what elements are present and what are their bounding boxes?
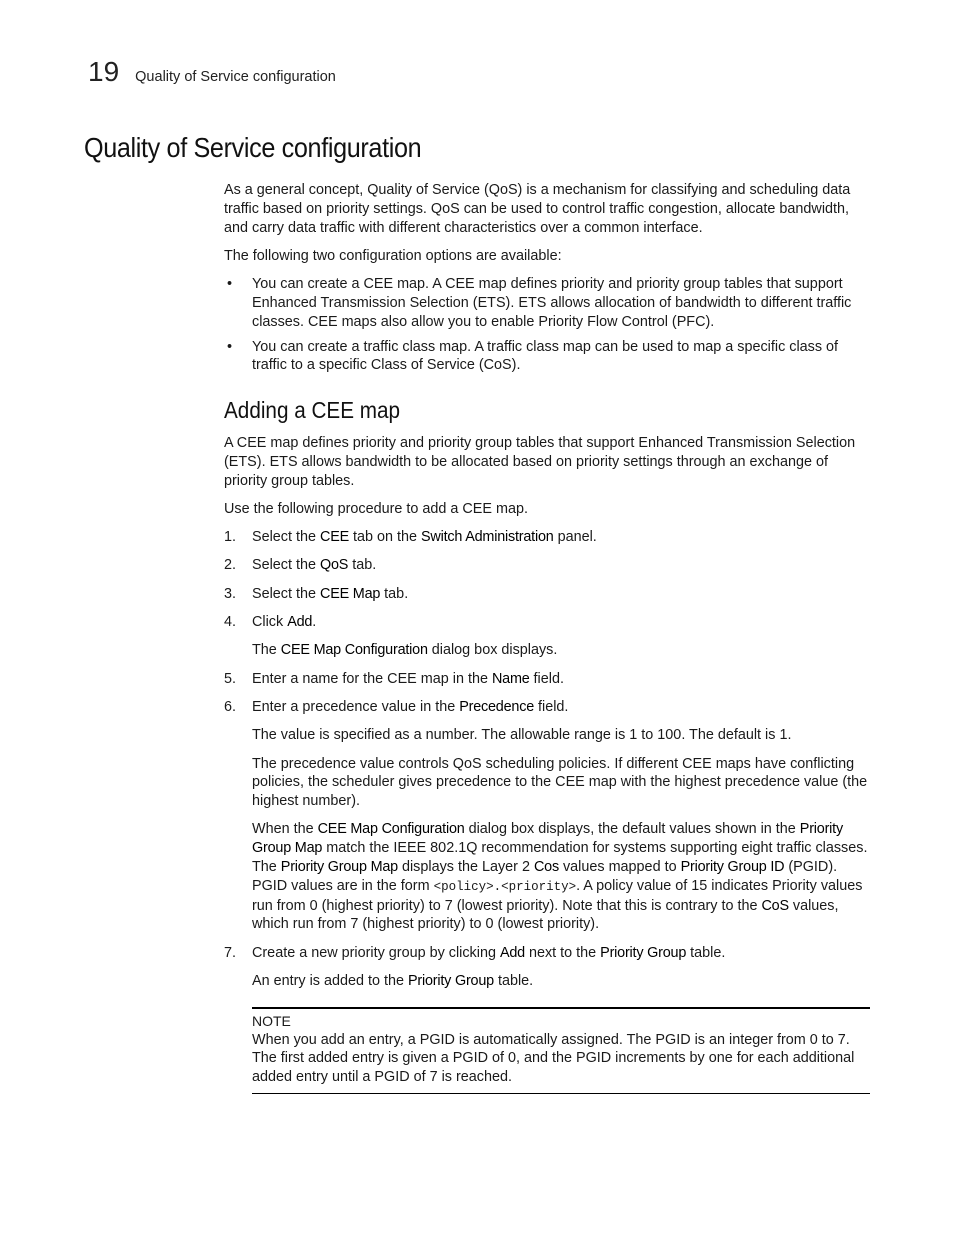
step-7-result: An entry is added to the Priority Group table. — [252, 973, 534, 989]
note-label: NOTE — [252, 1012, 291, 1029]
section-heading: Adding a CEE map — [224, 397, 401, 424]
step-5: 5. Enter a name for the CEE map in the Name field. — [224, 670, 564, 687]
step-6: 6. Enter a precedence value in the Precedence field. — [224, 698, 569, 715]
ui-term: CoS — [761, 897, 789, 914]
ui-term: CEE Map Configuration — [280, 642, 428, 659]
ui-term: Priority Group ID — [680, 859, 785, 876]
running-title: Quality of Service configuration — [135, 69, 336, 85]
options-intro: The following two configuration options are available: — [224, 247, 562, 264]
ui-term: Cos — [533, 859, 559, 876]
list-item: • You can create a CEE map. A CEE map defines priority and priority group tables that support Enhanced Transmission Selection (ETS). ETS allows allocation of bandwidth to different traffic classes. CEE maps also allow you to enable Priority Flow Control (PFC). — [227, 276, 852, 330]
ui-term: Add — [287, 614, 313, 631]
ui-term: Priority Group — [408, 973, 494, 989]
step-4: 4. Click Add. — [224, 614, 317, 631]
procedure-intro: Use the following procedure to add a CEE map. — [224, 500, 528, 517]
section-paragraph: A CEE map defines priority and priority group tables that support Enhanced Transmission Selection (ETS). ETS allows bandwidth to be allocated based on priority settings through an exchange of priority group tables. — [224, 434, 856, 489]
intro-paragraph: As a general concept, Quality of Service (QoS) is a mechanism for classifying and scheduling data traffic based on priority settings. QoS can be used to control traffic congestion, allocate bandwidth, and carry data traffic with different characteristics over a common interface. — [224, 182, 851, 236]
ui-term: CEE — [320, 529, 349, 546]
bullet-icon: • — [227, 276, 233, 293]
chapter-number: 19 — [88, 56, 120, 87]
ui-term: Priority Group — [600, 944, 687, 961]
ui-term: QoS — [320, 557, 349, 574]
ui-term: CEE Map — [320, 585, 381, 602]
ui-term: Precedence — [459, 698, 535, 715]
ui-term: Priority Group Map — [280, 859, 398, 876]
page-header — [88, 56, 336, 88]
ui-term: Name — [491, 670, 530, 687]
step-6-detail: The value is specified as a number. The allowable range is 1 to 100. The default is 1. — [252, 727, 792, 744]
ui-term: CEE Map Configuration — [317, 821, 465, 838]
step-6-detail: When the CEE Map Configuration dialog box displays, the default values shown in the Priority Group Map match the IEEE 802.1Q recommendation for systems supporting eight traffic classes. The Priority Group Map displays the Layer 2 Cos values mapped to Priority Group ID (PGID). PGID values are in the form <policy>.<priority>. A policy value of 15 indicates Priority values run from 0 (highest priority) to 7 (lowest priority). Note that this is contrary to the CoS values, which run from 7 (highest priority) to 0 (lowest priority). — [252, 821, 868, 933]
list-item: • You can create a traffic class map. A traffic class map can be used to map a specific class of traffic to a specific Class of Service (CoS). — [227, 338, 839, 374]
ui-term: Priority Group Map — [252, 821, 843, 857]
step-7: 7. Create a new priority group by clicking Add next to the Priority Group table. — [224, 944, 726, 961]
page-title: Quality of Service configuration — [84, 132, 422, 163]
step-6-detail: The precedence value controls QoS scheduling policies. If different CEE maps have conflicting policies, the scheduler gives precedence to the CEE map with the highest precedence value (the highest number). — [252, 755, 868, 810]
ui-term: Switch Administration — [421, 529, 554, 546]
code-snippet: <policy>.<priority> — [433, 879, 577, 894]
step-2: 2. Select the QoS tab. — [224, 557, 377, 574]
ui-term: Add — [499, 944, 525, 961]
step-3: 3. Select the CEE Map tab. — [224, 585, 409, 602]
step-4-result: The CEE Map Configuration dialog box displays. — [252, 642, 558, 659]
note-box — [252, 1007, 870, 1094]
note-text: When you add an entry, a PGID is automatically assigned. The PGID is an integer from 0 to 7. The first added entry is given a PGID of 0, and the PGID increments by one for each additional added entry until a PGID of 7 is reached. — [252, 1031, 855, 1086]
bullet-icon: • — [227, 338, 233, 355]
options-list — [224, 275, 870, 375]
body-content — [224, 181, 870, 1094]
step-1: 1. Select the CEE tab on the Switch Administration panel. — [224, 529, 597, 546]
